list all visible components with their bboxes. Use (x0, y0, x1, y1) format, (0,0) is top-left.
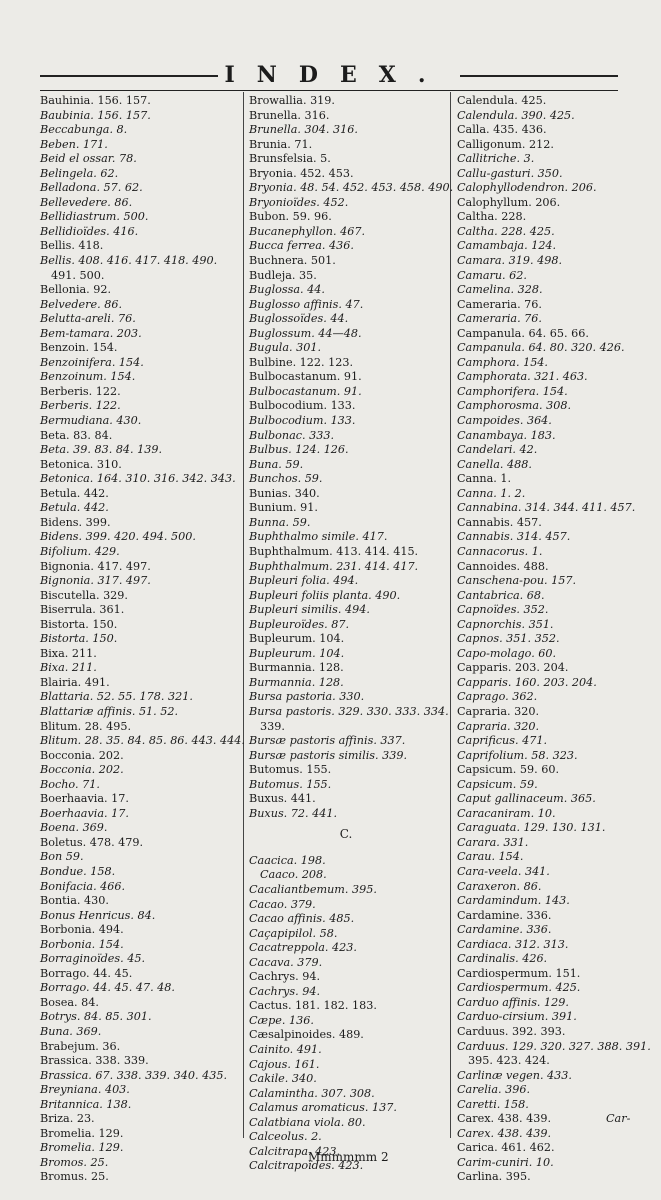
index-entry: Bistorta. 150. (40, 617, 118, 631)
index-entry: Biserrula. 361. (40, 603, 125, 617)
index-entry: Butomus. 155. (249, 777, 332, 791)
index-entry: Beid el ossar. 78. (40, 152, 137, 166)
index-entry: Campoides. 364. (457, 414, 552, 428)
column-divider (243, 92, 244, 1138)
index-entry: Borraginoïdes. 45. (40, 952, 146, 966)
index-entry: Bulbine. 122. 123. (249, 355, 354, 369)
index-entry: Canella. 488. (457, 457, 532, 471)
index-entry: Benzoinum. 154. (40, 370, 136, 384)
index-entry: Bunna. 59. (249, 515, 311, 529)
header-rule-left (40, 75, 218, 77)
index-entry: Cakile. 340. (249, 1072, 317, 1086)
index-entry: Caaco. 208. (260, 868, 327, 882)
index-entry: Caprifolium. 58. 323. (457, 748, 578, 762)
index-entry: Cachrys. 94. (249, 984, 321, 998)
index-entry: Borrago. 44. 45. 47. 48. (40, 981, 175, 995)
index-entry: Buna. 369. (40, 1025, 102, 1038)
index-column-2 (249, 94, 454, 1174)
header-underline (40, 90, 618, 91)
index-entry: Capparis. 203. 204. (457, 661, 569, 675)
index-entry: Bupleuri similis. 494. (249, 603, 370, 617)
index-entry: Bifolium. 429. (40, 544, 120, 558)
index-entry: Camambaja. 124. (457, 239, 557, 253)
index-entry: Benzoin. 154. (40, 341, 118, 355)
index-entry: Candelari. 42. (457, 443, 538, 457)
index-entry: Buglosso affinis. 47. (249, 297, 364, 311)
index-entry: Calligonum. 212. (457, 137, 554, 151)
index-entry: Cantabrica. 68. (457, 588, 545, 602)
index-entry: Buglossoïdes. 44. (249, 312, 349, 326)
index-entry: Bidens. 399. 420. 494. 500. (40, 530, 196, 544)
index-entry: Canambaya. 183. (457, 428, 556, 442)
index-entry: Caprago. 362. (457, 690, 538, 704)
index-entry: Bunias. 340. (249, 486, 320, 500)
index-entry: Bromus. 25. (40, 1170, 109, 1184)
index-entry: Bellidiastrum. 500. (40, 210, 149, 224)
index-entry: Buxus. 441. (249, 792, 316, 806)
index-entry: Bulbocastanum. 91. (249, 384, 362, 398)
index-entry: Bucanephyllon. 467. (249, 224, 365, 238)
index-entry: Bulbocodium. 133. (249, 414, 356, 428)
index-entry: Cannabis. 314. 457. (457, 530, 571, 544)
index-entry: Canna. 1. (457, 472, 512, 486)
index-entry: Canna. 1. 2. (457, 486, 526, 500)
index-entry: Buxus. 72. 441. (249, 806, 338, 820)
index-entry: Bromelia. 129. (40, 1126, 124, 1140)
index-entry: Calophyllum. 206. (457, 195, 561, 209)
index-entry: Bursæ pastoris affinis. 337. (249, 734, 406, 748)
index-entry: Caracaniram. 10. (457, 806, 556, 820)
index-entry: Bocconia. 202. (40, 763, 124, 777)
index-entry: Buna. 59. (249, 457, 304, 471)
index-entry: Botrys. 84. 85. 301. (40, 1010, 152, 1024)
index-entry: Capnos. 351. 352. (457, 632, 560, 646)
index-entry: Cameraria. 76. (457, 297, 542, 311)
index-entry: Buglossa. 44. (249, 283, 325, 297)
index-entry: Calatbiana viola. 80. (249, 1115, 366, 1129)
index-entry: Cardiaca. 312. 313. (457, 937, 569, 951)
index-entry: Biscutella. 329. (40, 588, 128, 602)
index-entry: Cæpe. 136. (249, 1013, 314, 1027)
index-entry: Carim-cuniri. 10. (457, 1155, 554, 1169)
index-entry: Budleja. 35. (249, 268, 317, 282)
index-entry: Blattariæ affinis. 51. 52. (40, 704, 179, 718)
index-entry: Beta. 83. 84. (40, 428, 113, 442)
index-entry: Cannabis. 457. (457, 515, 542, 529)
index-entry: Bocconia. 202. (40, 748, 124, 762)
index-entry: Cæsalpinoides. 489. (249, 1028, 364, 1042)
signature-mark: Mmmmmm 2 (308, 1150, 389, 1164)
index-entry: Carex. 438. 439. (457, 1126, 551, 1140)
index-entry: Bursæ pastoris similis. 339. (249, 748, 408, 762)
index-entry: Cactus. 181. 182. 183. (249, 999, 377, 1013)
index-entry: Camphorifera. 154. (457, 384, 568, 398)
index-entry: Betula. 442. (40, 501, 109, 515)
index-entry: Bupleuri folia. 494. (249, 574, 359, 588)
index-entry: Bondue. 158. (40, 864, 116, 878)
index-entry: 491. 500. (51, 268, 105, 282)
index-entry: Calendula. 390. 425. (457, 108, 575, 122)
column-divider (450, 92, 451, 1138)
index-entry: Betonica. 310. (40, 457, 122, 471)
index-entry: Cardiospermum. 151. (457, 966, 581, 980)
index-entry: Bursa pastoris. 329. 330. 333. 334. (249, 704, 449, 718)
index-entry: Bignonia. 417. 497. (40, 559, 151, 573)
index-entry: Beta. 39. 83. 84. 139. (40, 443, 163, 457)
index-entry: Bixa. 211. (40, 661, 97, 675)
index-entry: Bermudiana. 430. (40, 414, 142, 428)
index-entry: Bellis. 418. (40, 239, 104, 253)
index-entry: Buphthalmo simile. 417. (249, 530, 388, 544)
index-entry: Caprificus. 471. (457, 734, 548, 748)
index-entry: Breyniana. 403. (40, 1083, 130, 1097)
index-entry: Caretti. 158. (457, 1097, 529, 1111)
index-entry: Calamintha. 307. 308. (249, 1086, 375, 1100)
index-entry: Bistorta. 150. (40, 632, 118, 646)
index-entry: Bosea. 84. (40, 995, 99, 1009)
index-entry: Cardamindum. 143. (457, 894, 570, 908)
index-entry: Borrago. 44. 45. (40, 966, 133, 980)
index-entry: Carelia. 396. (457, 1083, 531, 1097)
index-entry: Cardinalis. 426. (457, 952, 548, 966)
index-entry: Caraguata. 129. 130. 131. (457, 821, 606, 835)
index-entry: Bursa pastoria. 330. (249, 690, 365, 704)
index-entry: Bellevedere. 86. (40, 195, 133, 209)
index-entry: Britannica. 138. (40, 1097, 132, 1111)
index-entry: Capnorchis. 351. (457, 617, 554, 631)
index-entry: Bugula. 301. (249, 341, 322, 355)
index-entry: Camphorata. 321. 463. (457, 370, 588, 384)
index-entry: Carduo-cirsium. 391. (457, 1010, 577, 1024)
index-entry: Cannoides. 488. (457, 559, 549, 573)
index-entry: 395. 423. 424. (468, 1054, 550, 1068)
index-entry: Buphthalmum. 231. 414. 417. (249, 559, 419, 573)
index-entry: Callitriche. 3. (457, 152, 535, 166)
index-entry: Bonus Henricus. 84. (40, 908, 156, 922)
index-entry: Belvedere. 86. (40, 297, 123, 311)
index-entry: Cara-veela. 341. (457, 864, 550, 878)
index-entry: Bupleuri foliis planta. 490. (249, 588, 401, 602)
index-entry: Caraxeron. 86. (457, 879, 542, 893)
index-entry: Buglossum. 44—48. (249, 326, 362, 340)
index-entry: Bulbocastanum. 91. (249, 370, 362, 384)
index-entry: Calcitrapa. 423. (249, 1144, 341, 1158)
index-entry: Carlina. 395. (457, 1170, 531, 1184)
index-entry: Caltha. 228. (457, 210, 527, 224)
index-entry: Cameraria. 76. (457, 312, 542, 326)
index-entry: Bontia. 430. (40, 894, 109, 908)
index-column-3 (457, 94, 651, 1185)
index-entry: Bryonia. 48. 54. 452. 453. 458. 490. (249, 181, 454, 195)
index-entry: Benzoinifera. 154. (40, 355, 144, 369)
index-entry: Brunia. 71. (249, 137, 313, 151)
index-entry: Browallia. 319. (249, 94, 335, 107)
index-entry: Bupleuroïdes. 87. (249, 617, 350, 631)
index-entry: Butomus. 155. (249, 763, 332, 777)
index-entry: Cardamine. 336. (457, 908, 552, 922)
section-letter: C. (339, 827, 353, 842)
index-entry: Brunsfelsia. 5. (249, 152, 331, 166)
index-entry: Berberis. 122. (40, 384, 121, 398)
index-entry: Bunium. 91. (249, 501, 318, 515)
index-entry: Cardamine. 336. (457, 923, 552, 937)
index-entry: Bucca ferrea. 436. (249, 239, 354, 253)
index-entry: Bupleurum. 104. (249, 646, 345, 660)
index-entry: Cacao affinis. 485. (249, 912, 355, 926)
index-entry: Bonifacia. 466. (40, 879, 126, 893)
index-entry: Caçapipilol. 58. (249, 926, 338, 940)
index-entry: Brassica. 338. 339. (40, 1054, 149, 1068)
index-entry: Briza. 23. (40, 1112, 95, 1126)
index-entry: Brunella. 316. (249, 108, 330, 122)
index-entry: Bubon. 59. 96. (249, 210, 332, 224)
index-entry: Brunella. 304. 316. (249, 123, 358, 137)
index-entry: Bixa. 211. (40, 646, 97, 660)
index-entry: Belladona. 57. 62. (40, 181, 143, 195)
index-entry: Caacica. 198. (249, 853, 326, 867)
index-entry: Carica. 461. 462. (457, 1141, 555, 1155)
index-entry: Camara. 319. 498. (457, 254, 563, 268)
index-entry: Bromos. 25. (40, 1155, 109, 1169)
index-entry: Camaru. 62. (457, 268, 527, 282)
index-entry: Boletus. 478. 479. (40, 835, 144, 849)
index-entry: Baubinia. 156. 157. (40, 108, 151, 122)
index-entry: Beben. 171. (40, 137, 108, 151)
index-entry: Betonica. 164. 310. 316. 342. 343. (40, 472, 236, 486)
index-entry: Capraria. 320. (457, 719, 540, 733)
index-entry: Caput gallinaceum. 365. (457, 792, 596, 806)
index-entry: Cacaliantbemum. 395. (249, 882, 377, 896)
index-entry: Capparis. 160. 203. 204. (457, 675, 597, 689)
index-entry: Calendula. 425. (457, 94, 547, 107)
index-entry: Buphthalmum. 413. 414. 415. (249, 544, 419, 558)
index-entry: Bellis. 408. 416. 417. 418. 490. (40, 254, 218, 268)
index-entry: Capraria. 320. (457, 704, 540, 718)
index-entry: Burmannia. 128. (249, 661, 344, 675)
index-entry: Brabejum. 36. (40, 1039, 121, 1053)
index-entry: Cajous. 161. (249, 1057, 320, 1071)
index-entry: Cannabina. 314. 344. 411. 457. (457, 501, 636, 515)
index-entry: Bulbonac. 333. (249, 428, 335, 442)
index-entry: Boerhaavia. 17. (40, 806, 129, 820)
index-entry: Calceolus. 2. (249, 1130, 322, 1144)
index-entry: Canschena-pou. 157. (457, 574, 577, 588)
index-entry: Carara. 331. (457, 835, 529, 849)
index-entry: Bellonia. 92. (40, 283, 112, 297)
index-entry: Bon 59. (40, 850, 84, 864)
index-entry: Carduus. 129. 320. 327. 388. 391. (457, 1039, 651, 1053)
index-entry: Bauhinia. 156. 157. (40, 94, 151, 107)
index-entry: Blitum. 28. 35. 84. 85. 86. 443. 444. (40, 734, 245, 748)
index-entry: Bupleurum. 104. (249, 632, 345, 646)
index-entry: 339. (260, 719, 285, 733)
index-entry: Carlinæ vegen. 433. (457, 1068, 572, 1082)
index-entry: Calamus aromaticus. 137. (249, 1101, 397, 1115)
index-entry: Cacao. 379. (249, 897, 316, 911)
index-entry: Boena. 369. (40, 821, 108, 835)
index-entry: Bellidioïdes. 416. (40, 224, 139, 238)
index-entry: Callu-gasturi. 350. (457, 166, 563, 180)
index-entry: Carduus. 392. 393. (457, 1025, 566, 1038)
index-entry: Bryonia. 452. 453. (249, 166, 354, 180)
index-entry: Cacatreppola. 423. (249, 941, 357, 955)
index-entry: Camelina. 328. (457, 283, 543, 297)
index-entry: Bidens. 399. (40, 515, 111, 529)
index-entry: Campanula. 64. 80. 320. 426. (457, 341, 625, 355)
index-column-1 (40, 94, 245, 1185)
index-entry: Blattaria. 52. 55. 178. 321. (40, 690, 193, 704)
index-entry: Capnoïdes. 352. (457, 603, 549, 617)
index-entry: Calophyllodendron. 206. (457, 181, 597, 195)
index-entry: Camphorosma. 308. (457, 399, 572, 413)
index-entry: Capsicum. 59. 60. (457, 763, 560, 777)
index-entry: Belutta-areli. 76. (40, 312, 136, 326)
index-entry: Borbonia. 494. (40, 923, 124, 937)
index-entry: Cachrys. 94. (249, 970, 321, 984)
index-entry: Belingela. 62. (40, 166, 119, 180)
index-entry: Bignonia. 317. 497. (40, 574, 151, 588)
index-entry: Caltha. 228. 425. (457, 224, 555, 238)
index-entry: Bromelia. 129. (40, 1141, 124, 1155)
index-entry: Carex. 438. 439. (457, 1112, 551, 1126)
index-entry: Calcitrapoïdes. 423. (249, 1159, 364, 1173)
index-entry: Burmannia. 128. (249, 675, 344, 689)
index-entry: Camphora. 154. (457, 355, 548, 369)
catchword: Car- (606, 1112, 631, 1125)
index-entry: Borbonia. 154. (40, 937, 124, 951)
header-rule-right (460, 75, 618, 77)
index-entry: Carduo affinis. 129. (457, 995, 569, 1009)
index-entry: Bulbus. 124. 126. (249, 443, 349, 457)
index-entry: Buchnera. 501. (249, 254, 336, 268)
index-entry: Bryonioïdes. 452. (249, 195, 349, 209)
index-entry: Capsicum. 59. (457, 777, 538, 791)
index-entry: Betula. 442. (40, 486, 109, 500)
index-entry: Bocho. 71. (40, 777, 100, 791)
index-entry: Capo-molago. 60. (457, 646, 557, 660)
index-entry: Bulbocodium. 133. (249, 399, 356, 413)
index-entry: Carau. 154. (457, 850, 524, 864)
index-entry: Cacava. 379. (249, 955, 323, 969)
index-entry: Beccabunga. 8. (40, 123, 128, 137)
index-entry: Cainito. 491. (249, 1043, 322, 1056)
index-entry: Cannacorus. 1. (457, 544, 543, 558)
index-entry: Campanula. 64. 65. 66. (457, 326, 589, 340)
index-entry: Boerhaavia. 17. (40, 792, 129, 806)
index-entry: Blitum. 28. 495. (40, 719, 132, 733)
page-title: INDEX. (224, 62, 448, 88)
index-entry: Bem-tamara. 203. (40, 326, 142, 340)
page-header (0, 62, 661, 92)
index-entry: Blairia. 491. (40, 675, 110, 689)
index-entry: Calla. 435. 436. (457, 123, 547, 137)
index-entry: Cardiospermum. 425. (457, 981, 581, 995)
index-entry: Bunchos. 59. (249, 472, 323, 486)
index-entry: Brassica. 67. 338. 339. 340. 435. (40, 1068, 228, 1082)
index-entry: Berberis. 122. (40, 399, 121, 413)
